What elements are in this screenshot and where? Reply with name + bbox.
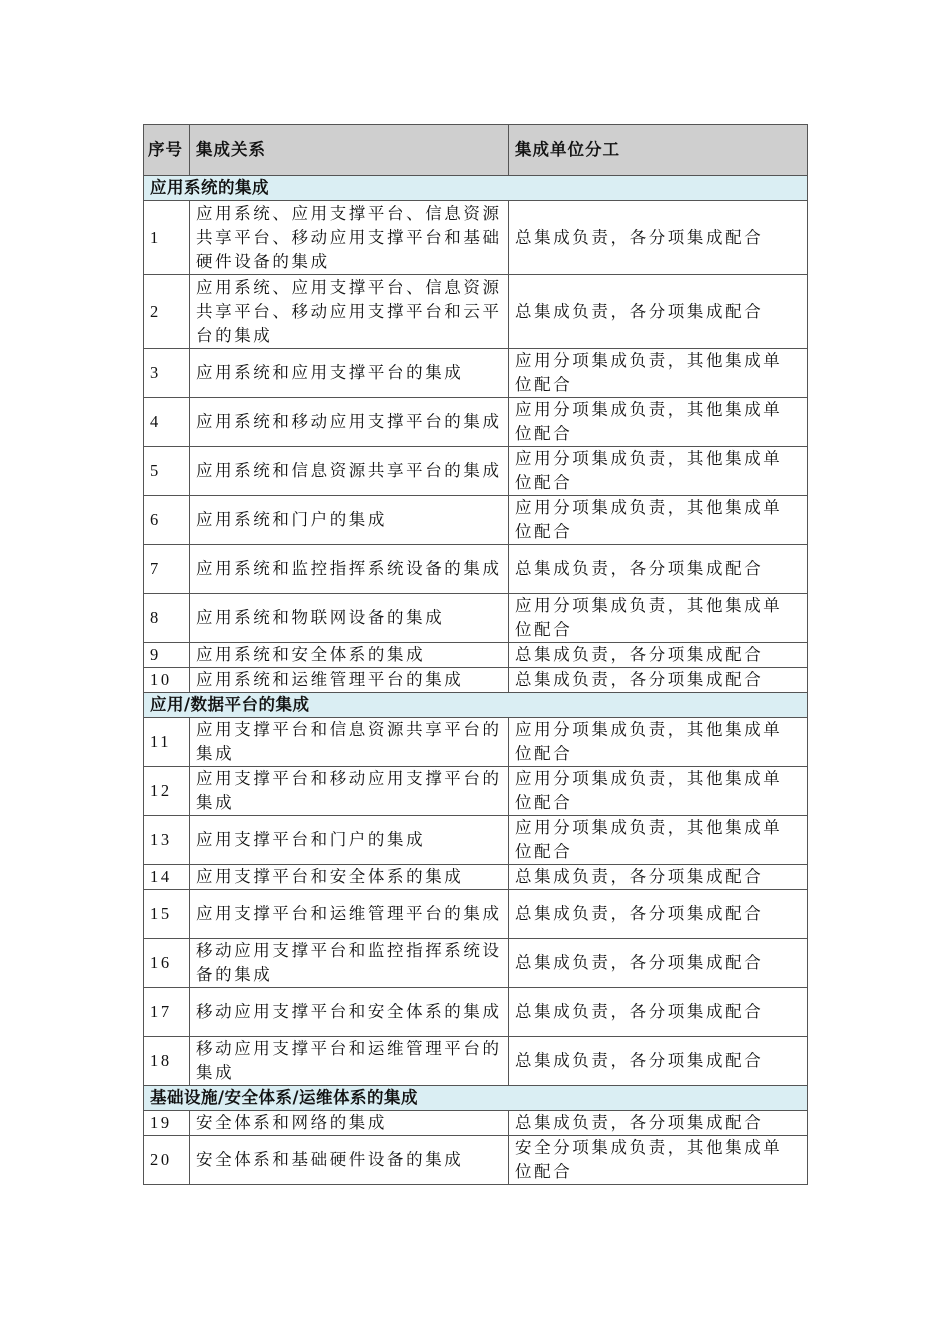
row-division: 应用分项集成负责，其他集成单位配合 [509, 816, 808, 865]
table-row [144, 767, 808, 816]
header-division: 集成单位分工 [509, 125, 808, 176]
section-title: 基础设施/安全体系/运维体系的集成 [144, 1086, 808, 1111]
row-number: 8 [144, 594, 190, 643]
table-body [144, 176, 808, 1185]
row-division: 总集成负责，各分项集成配合 [509, 1111, 808, 1136]
row-number: 15 [144, 890, 190, 939]
row-relation: 应用系统和信息资源共享平台的集成 [190, 447, 509, 496]
section-title: 应用系统的集成 [144, 176, 808, 201]
row-division: 安全分项集成负责，其他集成单位配合 [509, 1136, 808, 1185]
table-row [144, 890, 808, 939]
row-number: 10 [144, 668, 190, 693]
row-division: 总集成负责，各分项集成配合 [509, 668, 808, 693]
header-relation: 集成关系 [190, 125, 509, 176]
row-number: 18 [144, 1037, 190, 1086]
row-number: 16 [144, 939, 190, 988]
row-division: 应用分项集成负责，其他集成单位配合 [509, 767, 808, 816]
table-row [144, 1037, 808, 1086]
integration-table [143, 124, 808, 1185]
row-division: 总集成负责，各分项集成配合 [509, 545, 808, 594]
row-relation: 应用系统和安全体系的集成 [190, 643, 509, 668]
row-number: 4 [144, 398, 190, 447]
table-header-row [144, 125, 808, 176]
row-division: 总集成负责，各分项集成配合 [509, 643, 808, 668]
table-row [144, 496, 808, 545]
table-row [144, 816, 808, 865]
section-row [144, 176, 808, 201]
table-row [144, 718, 808, 767]
row-division: 应用分项集成负责，其他集成单位配合 [509, 398, 808, 447]
table-row [144, 1136, 808, 1185]
row-division: 总集成负责，各分项集成配合 [509, 939, 808, 988]
table-row [144, 594, 808, 643]
row-relation: 应用系统和移动应用支撑平台的集成 [190, 398, 509, 447]
row-relation: 移动应用支撑平台和安全体系的集成 [190, 988, 509, 1037]
header-seq: 序号 [144, 125, 190, 176]
table-row [144, 939, 808, 988]
row-number: 11 [144, 718, 190, 767]
row-relation: 移动应用支撑平台和监控指挥系统设备的集成 [190, 939, 509, 988]
row-number: 5 [144, 447, 190, 496]
row-number: 13 [144, 816, 190, 865]
row-relation: 应用支撑平台和安全体系的集成 [190, 865, 509, 890]
row-number: 2 [144, 275, 190, 349]
table-row [144, 201, 808, 275]
row-relation: 应用系统和物联网设备的集成 [190, 594, 509, 643]
row-number: 12 [144, 767, 190, 816]
row-number: 1 [144, 201, 190, 275]
row-relation: 应用系统和监控指挥系统设备的集成 [190, 545, 509, 594]
row-division: 应用分项集成负责，其他集成单位配合 [509, 718, 808, 767]
table-row [144, 398, 808, 447]
row-relation: 应用支撑平台和信息资源共享平台的集成 [190, 718, 509, 767]
row-division: 总集成负责，各分项集成配合 [509, 988, 808, 1037]
row-number: 3 [144, 349, 190, 398]
row-number: 20 [144, 1136, 190, 1185]
table-row [144, 447, 808, 496]
row-relation: 安全体系和基础硬件设备的集成 [190, 1136, 509, 1185]
row-division: 总集成负责，各分项集成配合 [509, 865, 808, 890]
row-relation: 移动应用支撑平台和运维管理平台的集成 [190, 1037, 509, 1086]
table-row [144, 275, 808, 349]
row-division: 应用分项集成负责，其他集成单位配合 [509, 447, 808, 496]
row-relation: 应用支撑平台和运维管理平台的集成 [190, 890, 509, 939]
section-row [144, 693, 808, 718]
row-number: 6 [144, 496, 190, 545]
section-title: 应用/数据平台的集成 [144, 693, 808, 718]
row-relation: 应用系统和应用支撑平台的集成 [190, 349, 509, 398]
row-division: 总集成负责，各分项集成配合 [509, 1037, 808, 1086]
table-row [144, 668, 808, 693]
row-number: 7 [144, 545, 190, 594]
row-division: 应用分项集成负责，其他集成单位配合 [509, 594, 808, 643]
table-row [144, 988, 808, 1037]
row-relation: 应用系统和门户的集成 [190, 496, 509, 545]
row-division: 总集成负责，各分项集成配合 [509, 275, 808, 349]
row-relation: 应用系统、应用支撑平台、信息资源共享平台、移动应用支撑平台和基础硬件设备的集成 [190, 201, 509, 275]
row-relation: 安全体系和网络的集成 [190, 1111, 509, 1136]
row-relation: 应用支撑平台和移动应用支撑平台的集成 [190, 767, 509, 816]
row-number: 14 [144, 865, 190, 890]
row-number: 19 [144, 1111, 190, 1136]
row-relation: 应用系统、应用支撑平台、信息资源共享平台、移动应用支撑平台和云平台的集成 [190, 275, 509, 349]
row-division: 应用分项集成负责，其他集成单位配合 [509, 349, 808, 398]
row-relation: 应用系统和运维管理平台的集成 [190, 668, 509, 693]
table-row [144, 865, 808, 890]
table-row [144, 545, 808, 594]
row-division: 总集成负责，各分项集成配合 [509, 890, 808, 939]
table-row [144, 1111, 808, 1136]
row-number: 9 [144, 643, 190, 668]
row-division: 总集成负责，各分项集成配合 [509, 201, 808, 275]
section-row [144, 1086, 808, 1111]
row-number: 17 [144, 988, 190, 1037]
row-relation: 应用支撑平台和门户的集成 [190, 816, 509, 865]
table-row [144, 349, 808, 398]
table-row [144, 643, 808, 668]
row-division: 应用分项集成负责，其他集成单位配合 [509, 496, 808, 545]
